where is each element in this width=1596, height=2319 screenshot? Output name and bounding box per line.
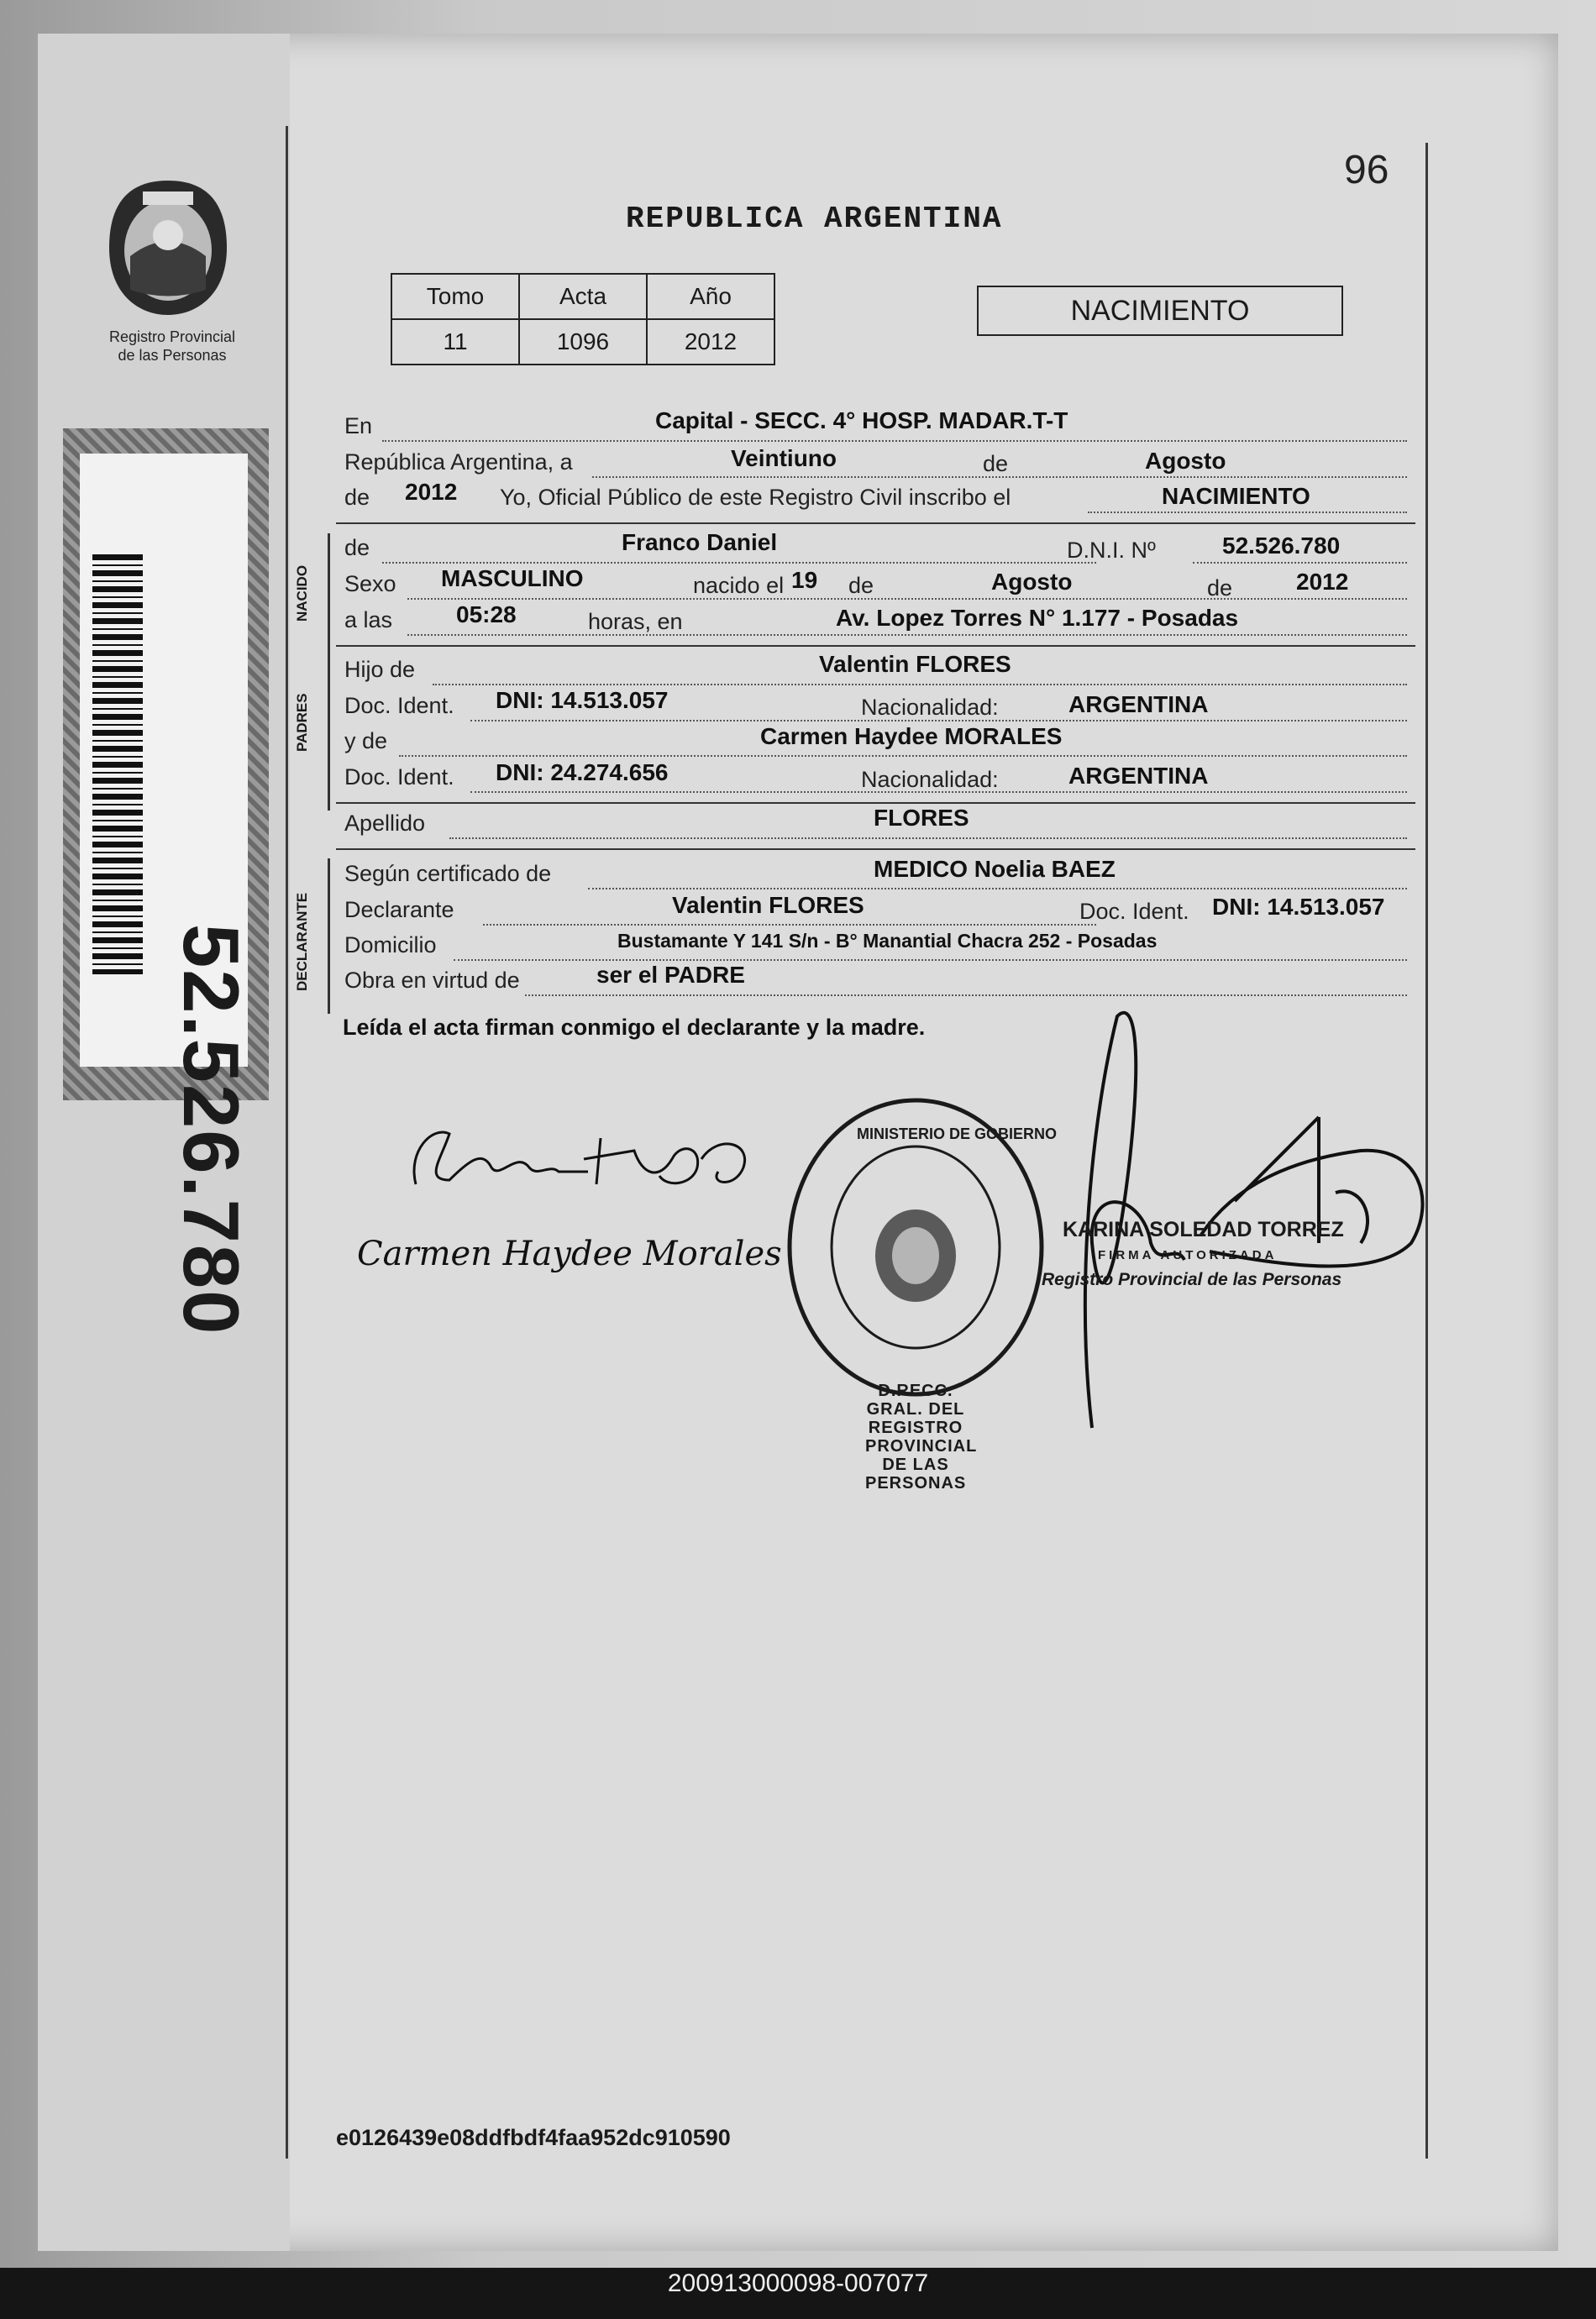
dotted-line	[407, 634, 1407, 636]
de-label: de	[983, 451, 1009, 476]
inscribo-value: NACIMIENTO	[1162, 483, 1310, 509]
footer-code: 200913000098-007077	[667, 2269, 929, 2297]
document-hash: e0126439e08ddfbdf4faa952dc910590	[336, 2125, 731, 2150]
dotted-line	[588, 888, 1407, 889]
registry-label-line1: Registro Provincial	[108, 328, 236, 345]
stamp-inner-text: MINISTERIO DE GOBIERNO	[857, 1125, 1058, 1142]
segun-label: Según certificado de	[344, 861, 552, 886]
dotted-line	[407, 598, 1407, 600]
dotted-line	[382, 440, 1407, 442]
mother-doc-value: DNI: 24.274.656	[496, 759, 669, 785]
certificate-value: MEDICO Noelia BAEZ	[874, 856, 1116, 882]
provincial-seal-icon	[105, 176, 231, 319]
dotted-line	[382, 562, 1096, 564]
section-divider	[336, 645, 1415, 647]
document-page	[38, 34, 1558, 2251]
obra-label: Obra en virtud de	[344, 968, 520, 993]
registry-label	[71, 328, 273, 365]
declarante-doc-label: Doc. Ident.	[1079, 899, 1189, 924]
de-year-label: de	[344, 485, 370, 510]
dotted-line	[483, 924, 1096, 926]
mother-signature: Carmen Haydee Morales	[357, 1235, 782, 1273]
document-title: REPUBLICA ARGENTINA	[626, 202, 1003, 236]
father-doc-label: Doc. Ident.	[344, 693, 454, 718]
officer-title: FIRMA AUTORIZADA	[1098, 1248, 1278, 1262]
declarante-value: Valentin FLORES	[672, 892, 864, 918]
father-nationality-label: Nacionalidad:	[861, 695, 999, 720]
mother-doc-label: Doc. Ident.	[344, 764, 454, 790]
table-header-acta: Acta	[519, 274, 647, 319]
nacido-el-label: nacido el	[693, 573, 785, 598]
domicilio-value: Bustamante Y 141 S/n - B° Manantial Chacra 252 - Posadas	[617, 930, 1158, 952]
table-value-acta: 1096	[519, 319, 647, 365]
mother-name-value: Carmen Haydee MORALES	[760, 723, 1063, 749]
dni-label: D.N.I. Nº	[1067, 538, 1156, 563]
republica-label: República Argentina, a	[344, 449, 573, 475]
declarante-section-label: DECLARANTE	[294, 892, 310, 991]
child-dni-value: 52.526.780	[1222, 533, 1341, 559]
declarante-label: Declarante	[344, 897, 454, 922]
year-value: 2012	[405, 479, 458, 505]
en-value: Capital - SECC. 4° HOSP. MADAR.T-T	[655, 407, 1068, 433]
officer-org: Registro Provincial de las Personas	[1042, 1270, 1342, 1289]
en-label: En	[344, 413, 373, 438]
birth-month-value: Agosto	[991, 569, 1073, 595]
declarante-doc-value: DNI: 14.513.057	[1212, 894, 1385, 920]
y-de-label: y de	[344, 728, 388, 753]
padres-section-label: PADRES	[294, 693, 310, 752]
nacido-section-label: NACIDO	[294, 564, 310, 622]
record-table	[391, 273, 775, 365]
barcode-number: 52.526.780	[167, 924, 255, 1336]
record-type-box: NACIMIENTO	[977, 286, 1343, 336]
barcode-sticker	[63, 428, 269, 1336]
stamp-ring-text: D.RECC. GRAL. DEL REGISTRO PROVINCIAL DE LAS PERSONAS	[865, 1382, 978, 1493]
sexo-value: MASCULINO	[441, 565, 584, 591]
dotted-line	[399, 755, 1407, 757]
officer-name: KARINA SOLEDAD TORREZ	[1063, 1218, 1344, 1241]
birth-de2-label: de	[1207, 575, 1233, 601]
birth-year-value: 2012	[1296, 569, 1349, 595]
mother-nationality-value: ARGENTINA	[1068, 763, 1209, 789]
dotted-line	[433, 684, 1407, 685]
sexo-label: Sexo	[344, 571, 396, 596]
obra-value: ser el PADRE	[596, 962, 745, 988]
apellido-label: Apellido	[344, 811, 426, 836]
father-signature-icon	[391, 1100, 760, 1218]
horas-en-label: horas, en	[588, 609, 683, 634]
nacido-bracket	[328, 533, 330, 672]
padres-bracket	[328, 655, 330, 811]
domicilio-label: Domicilio	[344, 932, 437, 958]
hijo-de-label: Hijo de	[344, 657, 416, 682]
apellido-value: FLORES	[874, 805, 969, 831]
father-nationality-value: ARGENTINA	[1068, 691, 1209, 717]
birth-place-value: Av. Lopez Torres N° 1.177 - Posadas	[836, 605, 1239, 631]
table-header-ano: Año	[647, 274, 774, 319]
a-las-label: a las	[344, 607, 393, 632]
father-name-value: Valentin FLORES	[819, 651, 1011, 677]
declarante-bracket	[328, 858, 330, 1014]
father-doc-value: DNI: 14.513.057	[496, 687, 669, 713]
oficial-text: Yo, Oficial Público de este Registro Civil inscribo el	[500, 485, 1011, 510]
nacido-de-label: de	[344, 535, 370, 560]
table-value-ano: 2012	[647, 319, 774, 365]
birth-de1-label: de	[848, 573, 874, 598]
day-value: Veintiuno	[731, 445, 837, 471]
page-number: 96	[1344, 148, 1389, 192]
child-name-value: Franco Daniel	[622, 529, 778, 555]
left-border-line	[286, 126, 288, 2159]
dotted-line	[449, 837, 1407, 839]
table-value-tomo: 11	[391, 319, 519, 365]
dotted-line	[1088, 512, 1407, 513]
mother-nationality-label: Nacionalidad:	[861, 767, 999, 792]
month-value: Agosto	[1145, 448, 1226, 474]
barcode-label	[80, 454, 255, 1336]
dotted-line	[454, 959, 1407, 961]
dotted-line	[1193, 562, 1407, 564]
barcode-icon	[92, 554, 143, 974]
closing-text: Leída el acta firman conmigo el declarante y la madre.	[343, 1015, 926, 1040]
section-divider	[336, 522, 1415, 524]
time-value: 05:28	[456, 601, 517, 627]
table-header-tomo: Tomo	[391, 274, 519, 319]
birth-day-value: 19	[791, 567, 818, 593]
section-divider	[336, 848, 1415, 850]
section-divider	[336, 802, 1415, 804]
registry-label-line2: de las Personas	[118, 347, 227, 364]
